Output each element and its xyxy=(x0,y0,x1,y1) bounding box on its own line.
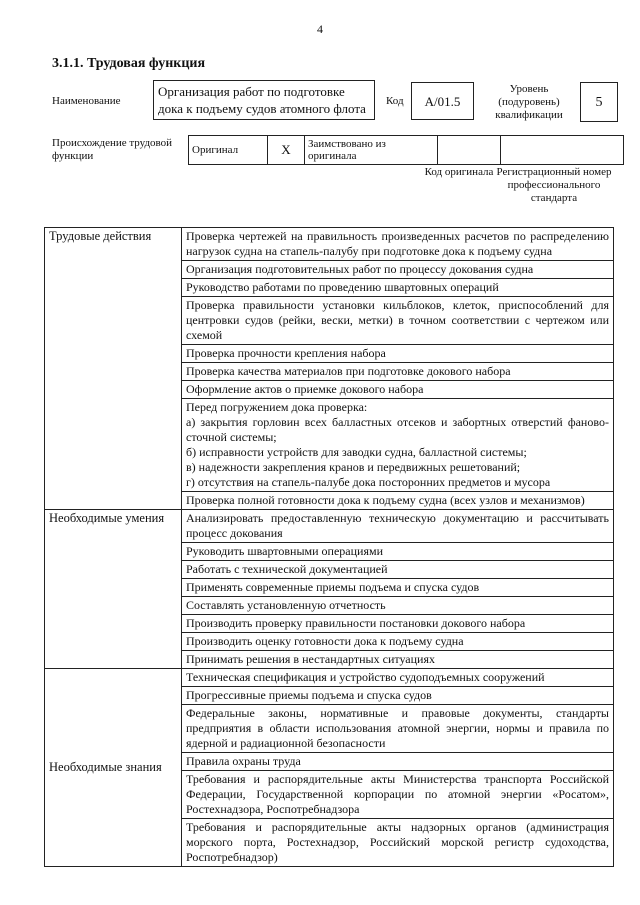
page-number: 4 xyxy=(317,22,323,36)
borrowed-cell: Заимствовано из оригинала xyxy=(305,136,438,165)
requirement-item: Перед погружением дока проверка: а) закрытия горловин всех балластных отсеков и забортных отверстий фановo-сточной системы; б) исправности устройств для заводки судна, балластной системы; в) надежности закрепления кранов и передвижных решетований; г) отсутствия на стапель-палубе дока посторонних предметов и мусора xyxy=(182,399,614,492)
code-original-label: Код оригинала xyxy=(424,166,494,178)
level-box: 5 xyxy=(580,82,618,122)
requirement-item: Принимать решения в нестандартных ситуациях xyxy=(182,651,614,669)
requirement-item: Оформление актов о приемке докового набора xyxy=(182,381,614,399)
requirement-item: Федеральные законы, нормативные и правовые документы, стандарты предприятия в области использования атомной энергии, нормы и правила по ядерной и радиационной безопасности xyxy=(182,705,614,753)
requirement-item: Правила охраны труда xyxy=(182,753,614,771)
code-label: Код xyxy=(386,95,404,107)
requirement-item: Руководство работами по проведению швартовных операций xyxy=(182,279,614,297)
requirement-item: Производить оценку готовности дока к подъему судна xyxy=(182,633,614,651)
requirement-item: Проверка полной готовности дока к подъему судна (всех узлов и механизмов) xyxy=(182,492,614,510)
code-original-cell xyxy=(438,136,501,165)
name-label: Наименование xyxy=(52,95,121,107)
requirement-item: Производить проверку правильности постановки докового набора xyxy=(182,615,614,633)
table-row xyxy=(45,510,614,543)
original-mark: X xyxy=(268,136,305,165)
original-cell: Оригинал xyxy=(189,136,268,165)
origin-label: Происхождение трудовой функции xyxy=(52,137,173,162)
requirement-item: Анализировать предоставленную техническую документацию и рассчитывать процесс докования xyxy=(182,510,614,543)
requirement-item: Работать с технической документацией xyxy=(182,561,614,579)
requirement-item: Организация подготовительных работ по процессу докования судна xyxy=(182,261,614,279)
function-name-box: Организация работ по подготовке дока к подъему судов атомного флота xyxy=(153,80,375,120)
requirement-item: Руководить швартовными операциями xyxy=(182,543,614,561)
table-row xyxy=(45,228,614,261)
competency-table xyxy=(44,227,614,867)
level-label: Уровень (подуровень) квалификации xyxy=(495,83,563,121)
origin-table xyxy=(188,135,624,165)
section-title: 3.1.1. Трудовая функция xyxy=(52,56,206,71)
requirement-item: Требования и распорядительные акты надзорных органов (администрация морского порта, Ростехнадзор, Российский морской регистр судоходства, Роспотребнадзор) xyxy=(182,819,614,867)
section-title-cell: Необходимые умения xyxy=(45,510,182,669)
reg-number-label: Регистрационный номер профессионального стандарта xyxy=(496,166,612,204)
section-title-cell: Трудовые действия xyxy=(45,228,182,510)
requirement-item: Прогрессивные приемы подъема и спуска судов xyxy=(182,687,614,705)
section-title-cell: Необходимые знания xyxy=(45,669,182,867)
reg-number-cell xyxy=(501,136,624,165)
code-box: A/01.5 xyxy=(411,82,474,120)
table-row xyxy=(45,669,614,687)
requirement-item: Проверка прочности крепления набора xyxy=(182,345,614,363)
requirement-item: Техническая спецификация и устройство судоподъемных сооружений xyxy=(182,669,614,687)
requirement-item: Применять современные приемы подъема и спуска судов xyxy=(182,579,614,597)
requirement-item: Проверка чертежей на правильность произведенных расчетов по распределению нагрузок судна на стапель-палубу при подготовке дока к подъему судна xyxy=(182,228,614,261)
requirement-item: Составлять установленную отчетность xyxy=(182,597,614,615)
requirement-item: Проверка качества материалов при подготовке докового набора xyxy=(182,363,614,381)
requirement-item: Требования и распорядительные акты Министерства транспорта Российской Федерации, Государственной корпорации по атомной энергии «Росатом», Ростехнадзора, Роспотребнадзора xyxy=(182,771,614,819)
requirement-item: Проверка правильности установки кильблоков, клеток, приспособлений для центровки судов (рейки, вески, метки) в точном соответствии с чертежом или схемой xyxy=(182,297,614,345)
